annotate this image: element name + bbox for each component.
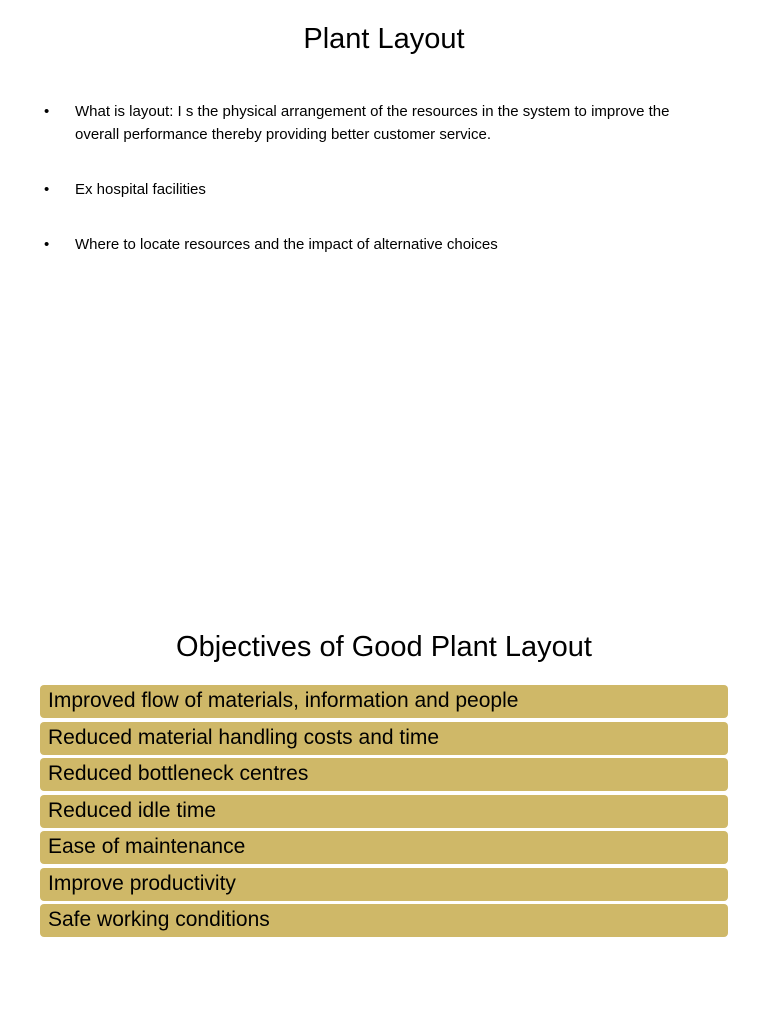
objective-item: Improve productivity (40, 868, 728, 901)
objective-item: Reduced idle time (40, 795, 728, 828)
bullet-text: Ex hospital facilities (75, 181, 206, 198)
bullet-item (44, 233, 704, 256)
objectives-title: Objectives of Good Plant Layout (176, 631, 592, 663)
bullet-text: What is layout: I s the physical arrangement of the resources in the system to improve the overall performance thereby providing better customer service. (75, 103, 670, 143)
slide-title: Plant Layout (303, 23, 465, 55)
objective-item: Safe working conditions (40, 904, 728, 937)
bullet-text: Where to locate resources and the impact of alternative choices (75, 236, 498, 253)
objective-item: Reduced material handling costs and time (40, 722, 728, 755)
objective-item: Improved flow of materials, information and people (40, 685, 728, 718)
bullet-marker: • (44, 103, 50, 120)
bullet-marker: • (44, 181, 50, 198)
bullet-marker: • (44, 236, 50, 253)
objective-item: Reduced bottleneck centres (40, 758, 728, 791)
bullet-item (44, 178, 704, 201)
objectives-list (40, 685, 728, 941)
bullet-item (44, 100, 704, 146)
objective-item: Ease of maintenance (40, 831, 728, 864)
